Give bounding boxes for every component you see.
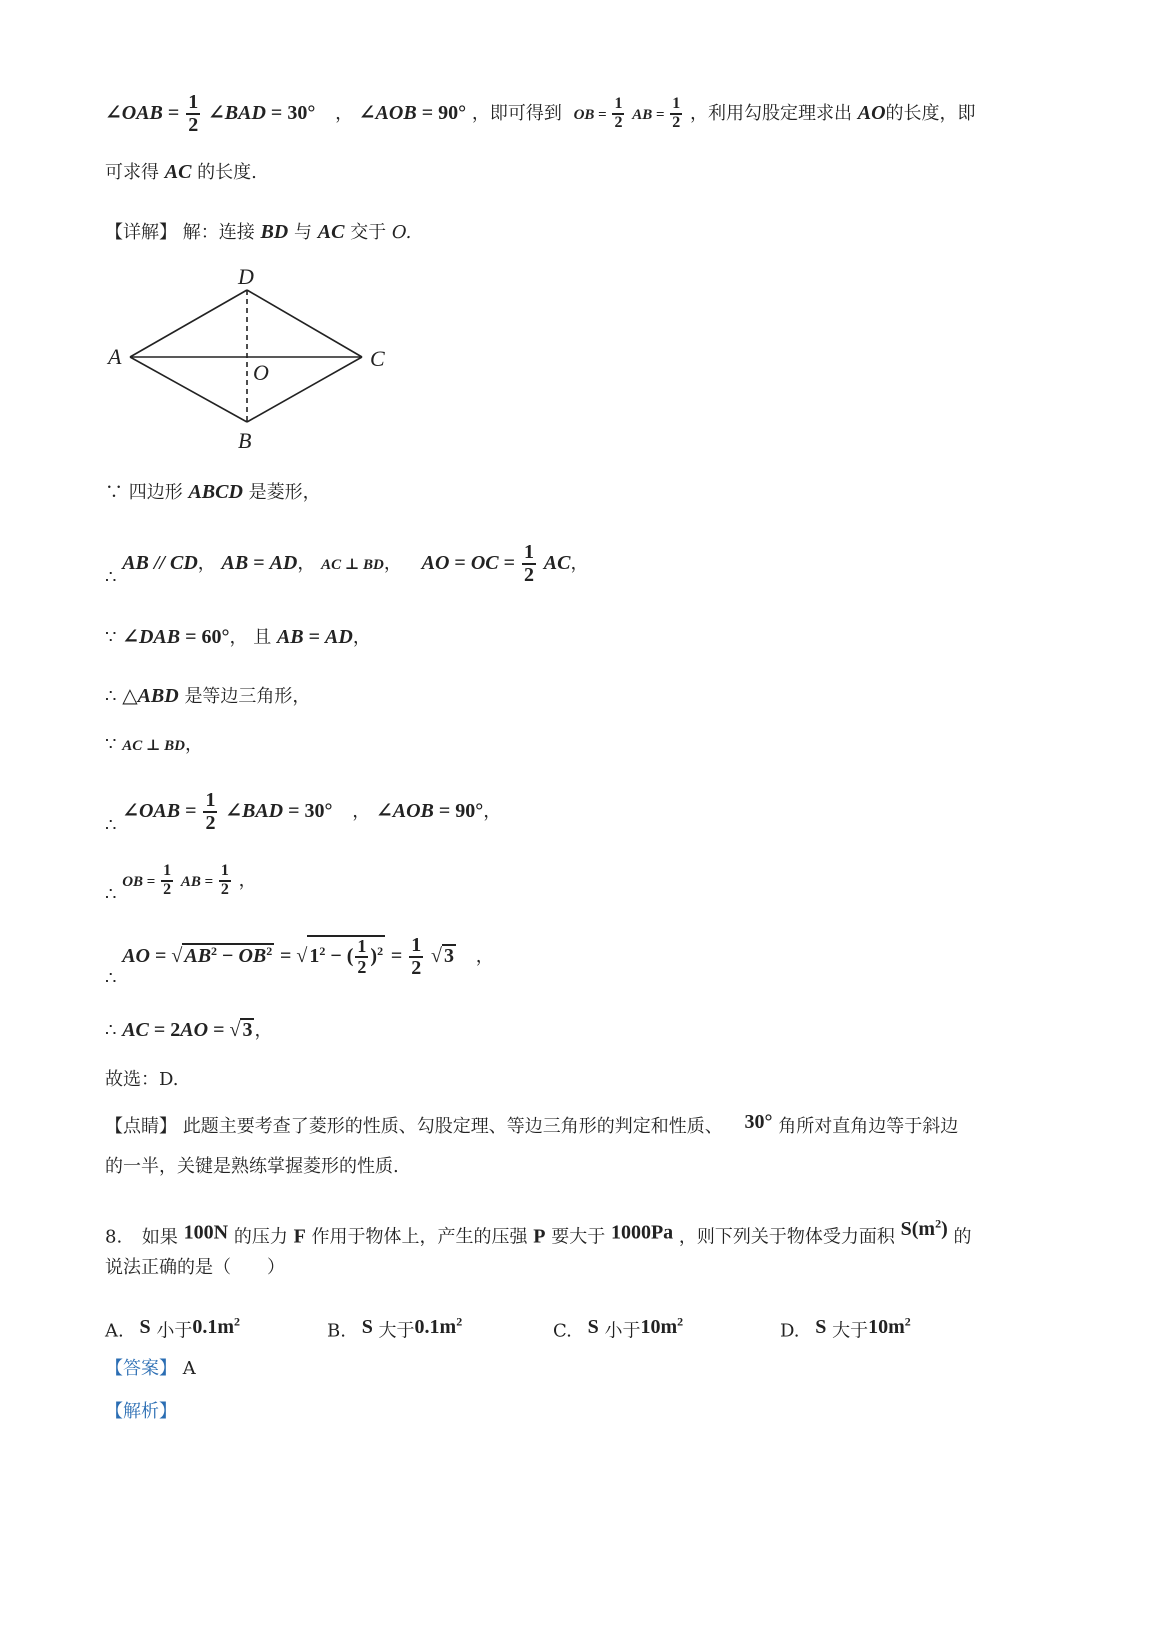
label-c: C	[370, 346, 385, 371]
option-var: S	[139, 1315, 151, 1338]
option-var: S	[815, 1315, 827, 1338]
pressure-symbol: P	[533, 1225, 546, 1248]
therefore-symbol-5: ∴	[105, 968, 117, 989]
label-d: D	[238, 264, 254, 289]
comment-line-1: 【点睛】 此题主要考查了菱形的性质、勾股定理、等边三角形的判定和性质、 30° 角所对直角边等于斜边	[105, 1111, 959, 1137]
because-symbol-2: ∵	[105, 627, 117, 648]
intro-text-5: 的长度.	[197, 162, 257, 183]
option-value: 10m	[640, 1315, 678, 1338]
detail-line: 【详解】 解：连接 BD 与 AC 交于 O.	[105, 221, 412, 243]
option-b[interactable]: B. S 大于$0.1m^2$	[327, 1314, 463, 1342]
force-symbol: F	[293, 1225, 306, 1248]
step-1-text: 四边形	[128, 482, 183, 503]
step-8: ∴ AO = √ $AB^2 - OB^2$ = √ $1^2$ − ( $\frac{1}{2}$ )$^2$ = $\frac{1}{2}$ √ 3 ，	[105, 934, 494, 989]
option-rel: 大于	[832, 1320, 869, 1342]
step-6: ∴ ∠OAB = $\frac{1}{2}$ ∠BAD = 30° ， ∠AOB = 90°，	[105, 789, 502, 836]
detail-text-b: 与	[294, 222, 312, 243]
step-2: ∴ AB // CD， AB = AD， AC ⊥ BD， AO = OC = $\frac{1}{2}$ AC，	[105, 541, 589, 588]
force-value: 100N	[183, 1221, 229, 1244]
question-line-2	[105, 1259, 285, 1277]
question-text-d: 要大于	[551, 1226, 606, 1248]
answer-line	[105, 1360, 196, 1378]
intro-line-1: ∠OAB = $\frac{1}{2}$ ∠BAD = 30° ， ∠AOB = 90° ，即可得到 OB = $\frac{1}{2}$ AB = $\frac{1}{2}$ ，利用勾股定理求出 AO的长度，即	[105, 91, 976, 136]
question-text-f: 的	[953, 1226, 972, 1248]
therefore-symbol-4: ∴	[105, 883, 117, 905]
question-text-e: ，则下列关于物体受力面积	[678, 1226, 895, 1248]
question-number: 8.	[105, 1226, 123, 1248]
comment-text-a: 此题主要考查了菱形的性质、勾股定理、等边三角形的判定和性质、	[182, 1116, 723, 1137]
label-b: B	[238, 428, 252, 453]
option-var: S	[587, 1315, 599, 1338]
intro-text-2: 利用勾股定理求出	[708, 103, 853, 124]
step-4-text: 是等边三角形，	[184, 686, 311, 707]
analysis-line	[105, 1403, 177, 1421]
question-text-g: 说法正确的是（ ）	[105, 1257, 285, 1278]
intro-line-2: 可求得 AC 的长度.	[105, 161, 257, 183]
edge-dc	[247, 290, 362, 357]
comment-text-c: 的一半，关键是熟练掌握菱形的性质.	[105, 1156, 399, 1177]
intro-text: 即可得到	[489, 103, 562, 124]
option-value: 0.1m	[192, 1315, 234, 1338]
question-line-1: 8. 如果 100N 的压力 F 作用于物体上，产生的压强 P 要大于 1000Pa ，则下列关于物体受力面积 $S(m^2)$ 的	[105, 1216, 972, 1248]
option-rel: 小于	[156, 1320, 193, 1342]
therefore-symbol-2: ∴	[105, 686, 117, 707]
therefore-symbol: ∴	[105, 567, 117, 588]
because-symbol: ∵	[105, 482, 123, 503]
step-1: ∵ 四边形 ABCD 是菱形，	[105, 481, 321, 503]
option-letter: D.	[780, 1320, 800, 1342]
detail-text-c: 交于	[350, 222, 387, 243]
choice-text: 故选：D.	[105, 1069, 179, 1090]
option-value: 10m	[868, 1315, 905, 1338]
option-rel: 小于	[604, 1320, 641, 1342]
option-a[interactable]: A. S 小于$0.1m^2$	[105, 1314, 240, 1342]
step-7: ∴ OB = $\frac{1}{2}$ AB = $\frac{1}{2}$ ，	[105, 862, 257, 905]
question-text-c: 作用于物体上，产生的压强	[311, 1226, 528, 1248]
comment-label: 【点睛】	[105, 1116, 177, 1137]
therefore-symbol-3: ∴	[105, 815, 117, 836]
edge-ba	[130, 357, 247, 422]
analysis-label: 【解析】	[105, 1401, 177, 1422]
pressure-value: 1000Pa	[610, 1221, 674, 1244]
option-letter: B.	[327, 1320, 346, 1342]
option-value: 0.1m	[414, 1315, 457, 1338]
detail-label: 【详解】	[105, 222, 177, 243]
detail-point-o: O.	[391, 222, 412, 243]
detail-text-a: 解：连接	[182, 222, 255, 243]
edge-ad	[130, 290, 247, 357]
step-9: ∴ AC = 2AO = √ 3 ，	[105, 1019, 273, 1041]
step-3-text: 且	[253, 627, 272, 648]
choice-line	[105, 1071, 179, 1089]
label-a: A	[108, 344, 122, 369]
because-symbol-3: ∵	[105, 734, 117, 755]
option-letter: C.	[553, 1320, 572, 1342]
option-var: S	[361, 1315, 373, 1338]
comment-line-2	[105, 1158, 399, 1176]
option-letter: A.	[105, 1320, 124, 1342]
step-3: ∵ ∠DAB = 60°， 且 AB = AD，	[105, 626, 371, 648]
intro-text-3: 的长度，即	[885, 103, 976, 124]
question-text-b: 的压力	[233, 1226, 288, 1248]
step-4: ∴ △ABD 是等边三角形，	[105, 685, 311, 707]
rhombus-figure	[100, 262, 400, 457]
step-5: ∵ AC ⊥ BD，	[105, 734, 203, 755]
option-rel: 大于	[378, 1320, 415, 1342]
answer-value: A	[182, 1358, 196, 1379]
options-row	[105, 1315, 1005, 1345]
intro-text-4: 可求得	[105, 162, 159, 183]
option-c[interactable]: C. S 小于$10m^2$	[553, 1314, 684, 1342]
label-o: O	[253, 360, 269, 385]
option-d[interactable]: D. S 大于$10m^2$	[780, 1314, 911, 1342]
answer-label: 【答案】	[105, 1358, 177, 1379]
question-text-a: 如果	[141, 1226, 178, 1248]
therefore-symbol-6: ∴	[105, 1020, 117, 1041]
step-1-end: 是菱形，	[248, 482, 321, 503]
comment-text-b: 角所对直角边等于斜边	[778, 1116, 959, 1137]
